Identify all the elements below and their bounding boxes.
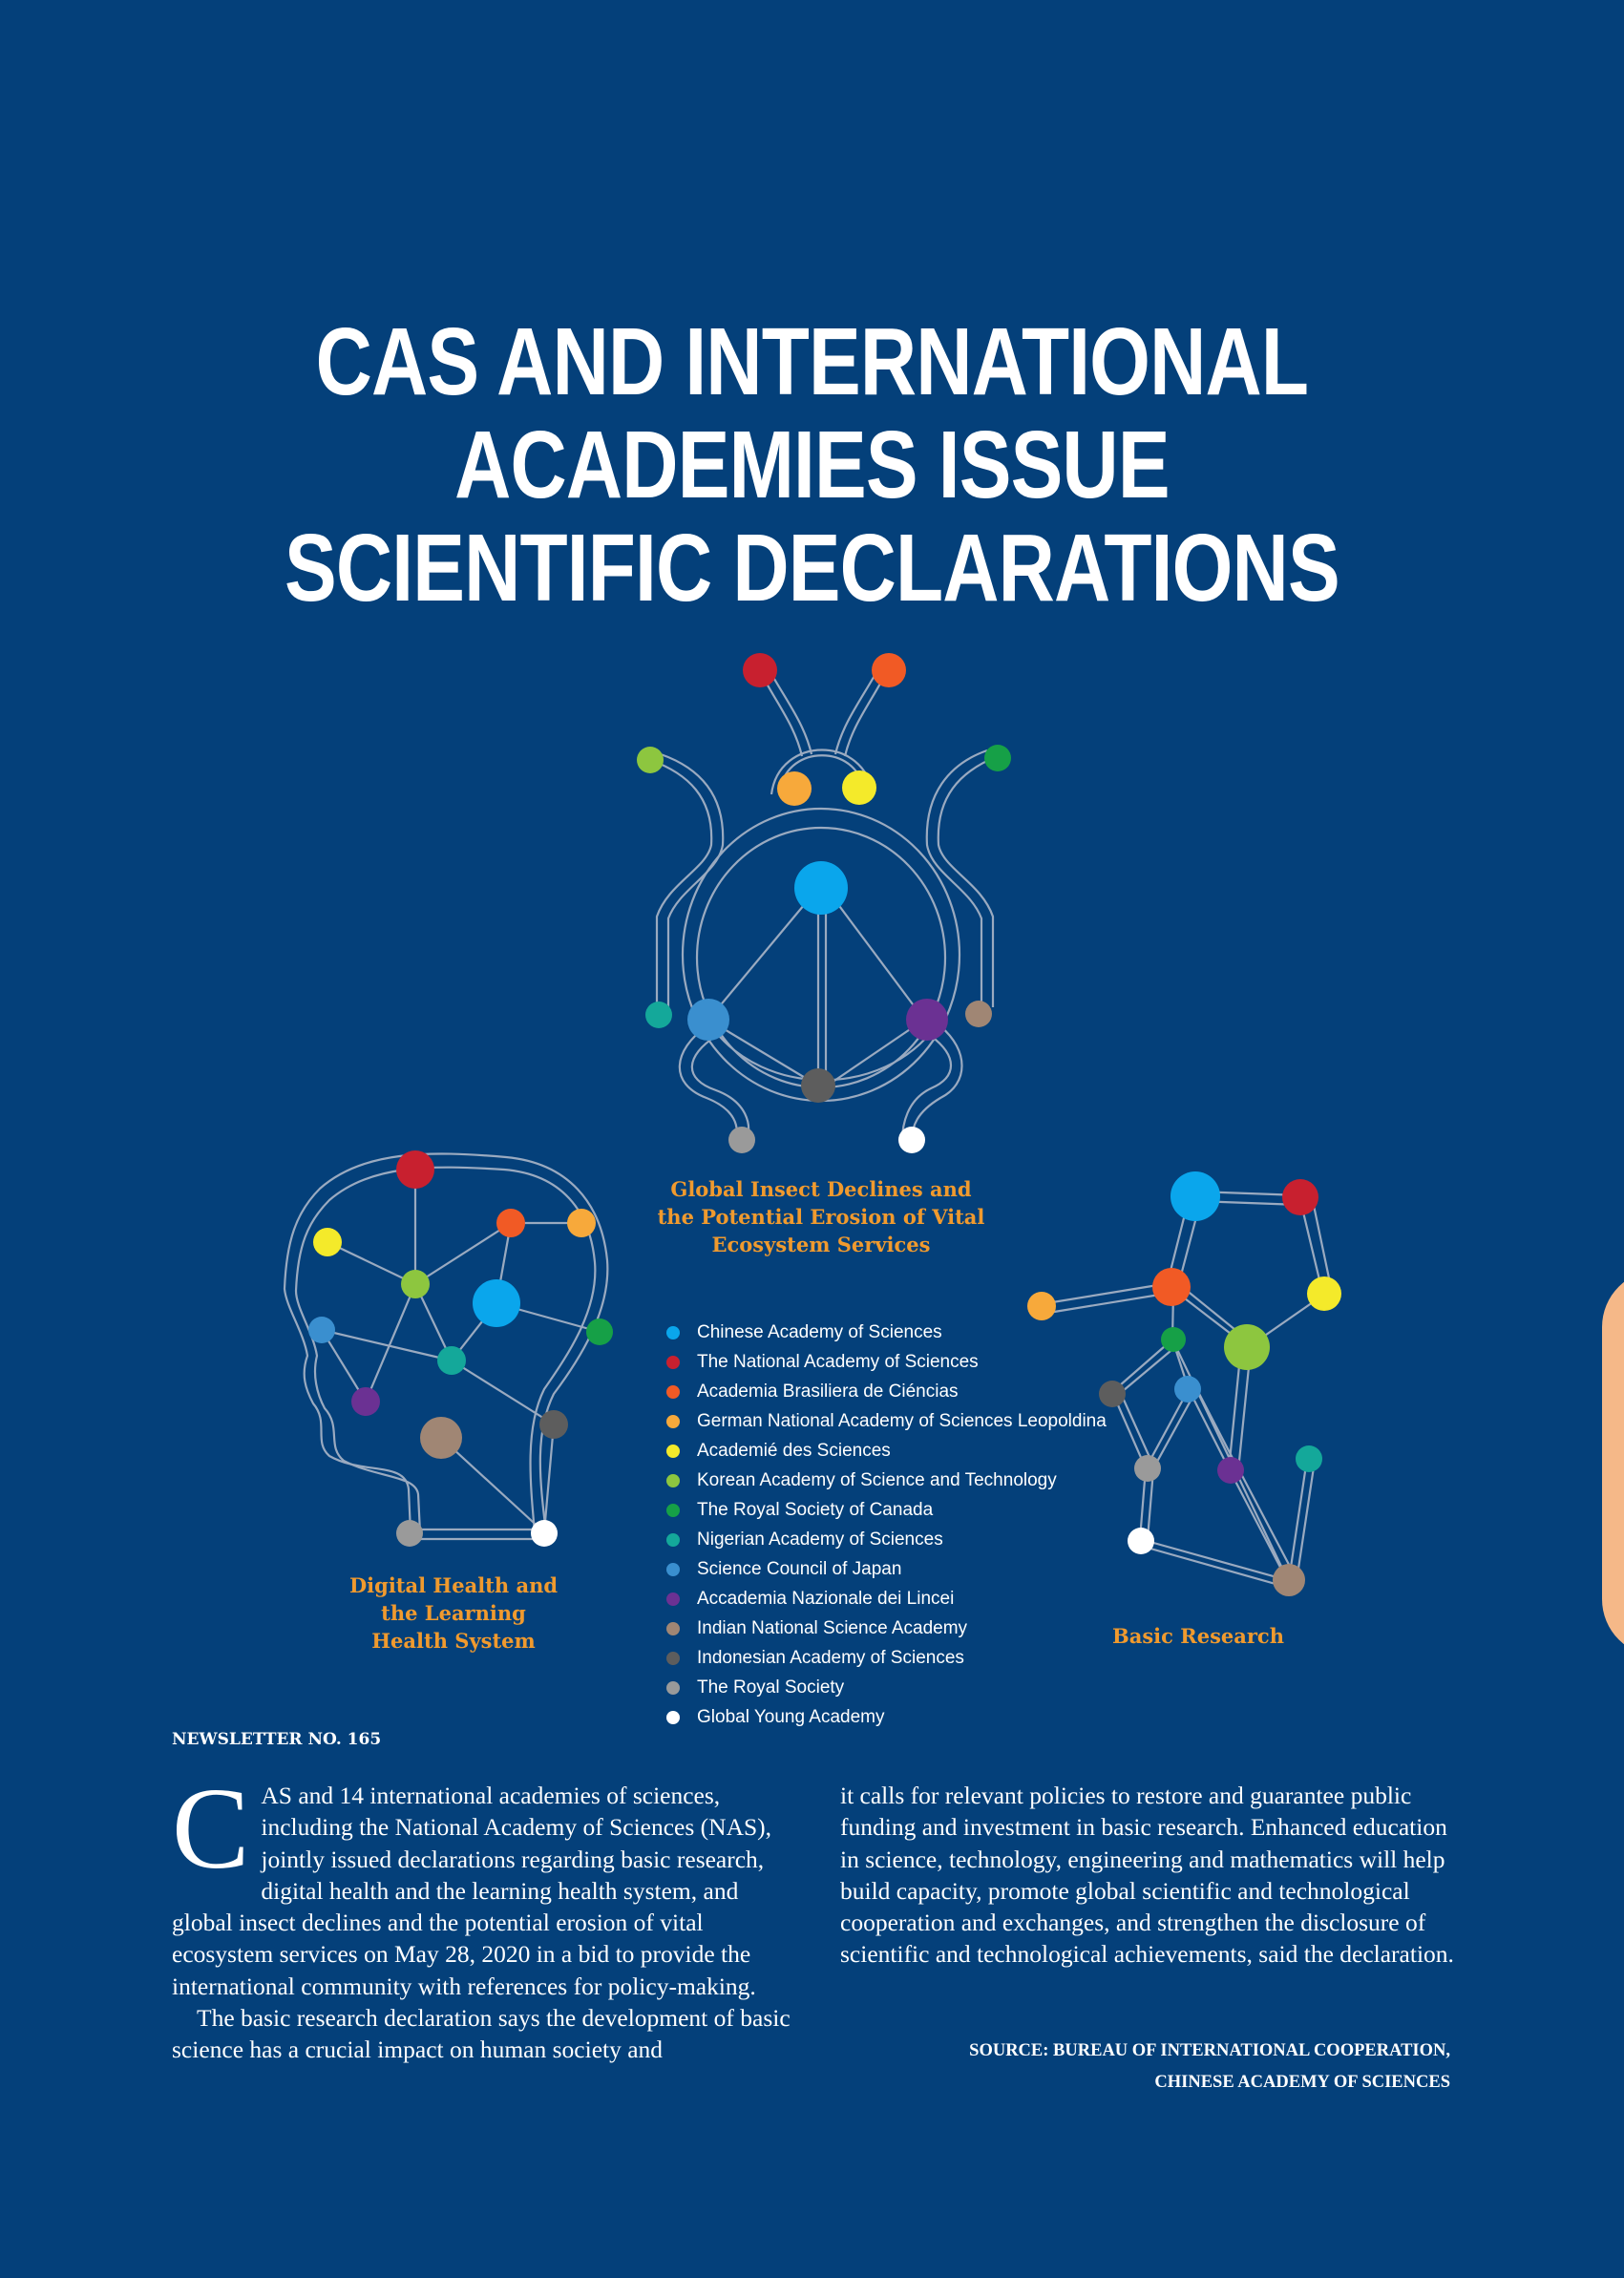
page-edge-tab <box>1602 1270 1624 1656</box>
legend-label: Indonesian Academy of Sciences <box>697 1648 964 1668</box>
health-caption-line-1: Digital Health and <box>348 1573 559 1597</box>
legend-item <box>666 1643 1107 1673</box>
legend-item <box>666 1495 1107 1525</box>
beetle-node-cyan <box>794 861 848 915</box>
basic-caption-line-1: Basic Research <box>1112 1624 1284 1648</box>
head-node-purple <box>351 1387 380 1416</box>
legend-color-dot <box>666 1652 680 1665</box>
insect-caption <box>630 1175 1012 1258</box>
legend-item <box>666 1584 1107 1614</box>
legend-label: Korean Academy of Science and Technology <box>697 1470 1057 1490</box>
legend-label: Indian National Science Academy <box>697 1618 968 1638</box>
legend-item <box>666 1406 1107 1436</box>
head-node-brown <box>420 1417 462 1459</box>
beetle-node-red <box>743 653 777 687</box>
legend-item <box>666 1377 1107 1406</box>
article-paragraph-1 <box>172 1764 792 2002</box>
beetle-node-brown <box>965 1001 992 1027</box>
legend-item <box>666 1614 1107 1643</box>
head-node-blue <box>308 1317 335 1343</box>
title-line-2: ACADEMIES ISSUE <box>454 411 1170 518</box>
beetle-node-purple <box>906 999 948 1041</box>
article-paragraph-3: it calls for relevant policies to restore and guarantee public funding and investment in basic research. Enhanced education in science, technology, engineering and mathematics will help build capacity, promote global scientific and technological cooperation and exchanges, and strengthen the disclosure of scientific and technological achievements, said the declaration. <box>840 1782 1454 1969</box>
beetle-node-teal <box>645 1002 672 1028</box>
basic-node-blue <box>1174 1376 1201 1403</box>
head-node-green <box>586 1318 613 1345</box>
beetle-node-gray <box>728 1127 755 1153</box>
basic-node-yellow <box>1307 1276 1341 1311</box>
health-caption <box>286 1571 621 1655</box>
legend-color-dot <box>666 1681 680 1695</box>
head-node-gray <box>396 1520 423 1547</box>
drop-cap: C <box>172 1764 250 1893</box>
article-paragraph-2: The basic research declaration says the development of basic science has a crucial impact on human society and <box>172 2004 791 2064</box>
beetle-node-amber <box>777 771 812 806</box>
head-node-amber <box>567 1209 596 1237</box>
head-node-teal <box>437 1346 466 1375</box>
insect-caption-line-1: Global Insect Declines and <box>670 1177 972 1201</box>
head-node-white <box>531 1520 558 1547</box>
legend-color-dot <box>666 1504 680 1517</box>
source-line-2: CHINESE ACADEMY OF SCIENCES <box>1154 2073 1450 2092</box>
legend-label: Nigerian Academy of Sciences <box>697 1529 943 1550</box>
article-column-1 <box>172 1764 792 2066</box>
beetle-nodes <box>637 653 1011 1153</box>
basic-node-teal <box>1296 1445 1322 1472</box>
legend-color-dot <box>666 1415 680 1428</box>
beetle-node-green <box>984 745 1011 771</box>
head-node-red <box>396 1150 434 1189</box>
beetle-node-lightgreen <box>637 747 664 773</box>
basic-node-lightgreen <box>1224 1324 1270 1370</box>
legend-item <box>666 1436 1107 1466</box>
head-illustration <box>285 1153 607 1539</box>
head-node-orange-red <box>496 1209 525 1237</box>
legend-label: German National Academy of Sciences Leopoldina <box>697 1411 1107 1431</box>
beetle-node-yellow <box>842 770 876 805</box>
insect-caption-line-2: the Potential Erosion of Vital <box>657 1205 985 1229</box>
basic-node-amber <box>1027 1292 1056 1320</box>
source-line-1: SOURCE: BUREAU OF INTERNATIONAL COOPERATION, <box>969 2041 1450 2060</box>
beetle-node-darkgray <box>801 1068 835 1103</box>
legend-color-dot <box>666 1711 680 1724</box>
health-caption-line-2: the Learning <box>381 1601 526 1625</box>
legend-color-dot <box>666 1326 680 1339</box>
legend-color-dot <box>666 1445 680 1458</box>
legend-item <box>666 1466 1107 1495</box>
basic-node-brown <box>1273 1564 1305 1596</box>
legend-label: The Royal Society of Canada <box>697 1500 934 1520</box>
legend-color-dot <box>666 1563 680 1576</box>
beetle-node-orange-red <box>872 653 906 687</box>
head-node-yellow <box>313 1228 342 1256</box>
head-node-lightgreen <box>401 1270 430 1298</box>
insect-caption-line-3: Ecosystem Services <box>711 1233 931 1256</box>
basic-node-green <box>1161 1327 1186 1352</box>
basic-node-cyan <box>1171 1171 1220 1221</box>
source-credit <box>782 2035 1450 2099</box>
basic-node-orange-red <box>1152 1268 1191 1306</box>
legend-item <box>666 1673 1107 1702</box>
beetle-node-blue <box>687 999 729 1041</box>
legend-item <box>666 1554 1107 1584</box>
basic-node-purple <box>1217 1457 1244 1484</box>
legend-color-dot <box>666 1474 680 1487</box>
legend-label: Academié des Sciences <box>697 1441 891 1461</box>
title-line-1: CAS AND INTERNATIONAL <box>315 308 1309 415</box>
article-paragraph-1-text: AS and 14 international academies of sciences, including the National Academy of Sciences (NAS), jointly issued declarations regarding basic research, digital health and the learning health system, and global insect declines and the potential erosion of vital ecosystem services on May 28, 2020 in a bid to provide the international community with references for policy-making. <box>172 1782 772 2000</box>
beetle-node-white <box>898 1127 925 1153</box>
legend-item <box>666 1347 1107 1377</box>
legend-label: Chinese Academy of Sciences <box>697 1322 942 1342</box>
legend-color-dot <box>666 1592 680 1606</box>
basic-node-white <box>1128 1528 1154 1554</box>
legend-label: The Royal Society <box>697 1677 845 1698</box>
basic-node-red <box>1282 1179 1318 1215</box>
legend-color-dot <box>666 1356 680 1369</box>
legend-color-dot <box>666 1622 680 1635</box>
legend-label: Accademia Nazionale dei Lincei <box>697 1589 955 1609</box>
legend-label: The National Academy of Sciences <box>697 1352 979 1372</box>
legend-label: Science Council of Japan <box>697 1559 902 1579</box>
legend-label: Global Young Academy <box>697 1707 885 1727</box>
head-node-darkgray <box>539 1410 568 1439</box>
health-caption-line-3: Health System <box>371 1629 536 1653</box>
head-node-cyan <box>473 1279 520 1327</box>
legend-color-dot <box>666 1533 680 1547</box>
legend-item <box>666 1525 1107 1554</box>
academy-legend <box>666 1318 1107 1732</box>
legend-item <box>666 1702 1107 1732</box>
article-column-2 <box>840 1780 1461 1971</box>
basic-node-gray <box>1134 1455 1161 1482</box>
legend-item <box>666 1318 1107 1347</box>
legend-label: Academia Brasiliera de Ciéncias <box>697 1382 959 1402</box>
newsletter-number: NEWSLETTER NO. 165 <box>172 1730 382 1749</box>
legend-color-dot <box>666 1385 680 1399</box>
title-line-3: SCIENTIFIC DECLARATIONS <box>284 515 1339 622</box>
